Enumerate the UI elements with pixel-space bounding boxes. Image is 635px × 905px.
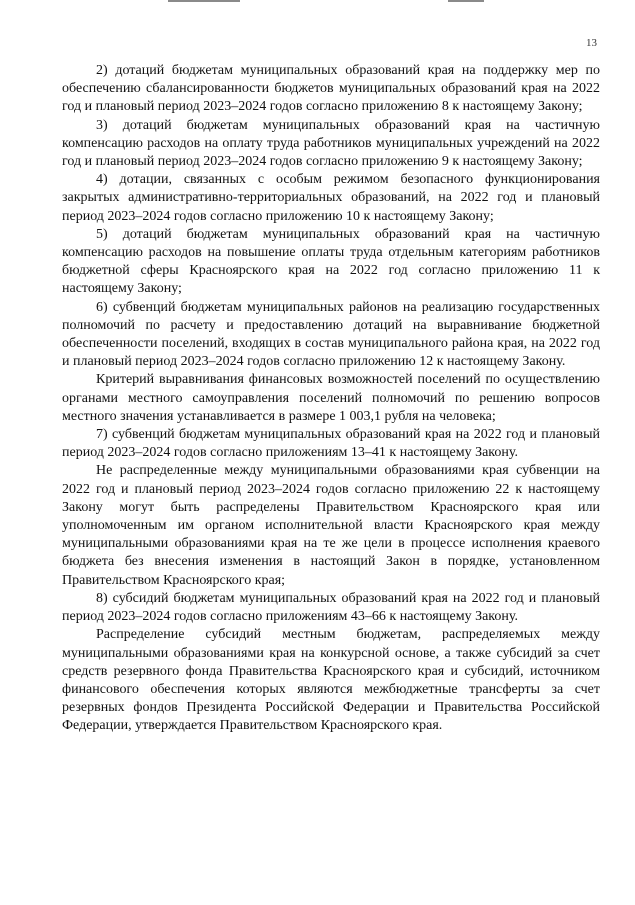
page-number: 13 xyxy=(586,37,597,49)
paragraph-item-6: 6) субвенций бюджетам муниципальных районов на реализацию государственных полномочий по расчету и предоставлению дотаций на выравнивание бюджетной обеспеченности поселений, входящих в состав муниципального района края, на 2022 год и плановый период 2023–2024 годов согласно приложению 12 к настоящему Закону. xyxy=(62,299,600,370)
paragraph-item-2: 2) дотаций бюджетам муниципальных образований края на поддержку мер по обеспечению сбалансированности бюджетов муниципальных образований края на 2022 год и плановый период 2023–2024 годов согласно приложению 8 к настоящему Закону; xyxy=(62,63,600,115)
paragraph-item-3: 3) дотаций бюджетам муниципальных образований края на частичную компенсацию расходов на оплату труда работников муниципальных учреждений на 2022 год и плановый период 2023–2024 годов согласно приложению 9 к настоящему Закону; xyxy=(62,117,600,170)
paragraph-item-8: 8) субсидий бюджетам муниципальных образований края на 2022 год и плановый период 2023–2024 годов согласно приложениям 43–66 к настоящему Закону. xyxy=(62,590,600,625)
document-body xyxy=(62,62,600,736)
scan-edge-mark xyxy=(168,0,240,2)
paragraph-criterion: Критерий выравнивания финансовых возможностей поселений по осуществлению органами местного самоуправления поселений полномочий по решению вопросов местного значения устанавливается в размере 1 003,1 рубля на человека; xyxy=(62,372,600,424)
paragraph-subsidy-distribution: Распределение субсидий местным бюджетам, распределяемых между муниципальными образованиями края на конкурсной основе, а также субсидий за счет средств резервного фонда Правительства Красноярского края и субсидий, источником финансового обеспечения которых являются межбюджетные трансферты за счет резервных фондов Президента Российской Федерации и Правительства Российской Федерации, утверждается Правительством Красноярского края. xyxy=(62,627,600,734)
paragraph-item-7: 7) субвенций бюджетам муниципальных образований края на 2022 год и плановый период 2023–2024 годов согласно приложениям 13–41 к настоящему Закону. xyxy=(62,427,600,461)
paragraph-item-5: 5) дотаций бюджетам муниципальных образований края на частичную компенсацию расходов на повышение оплаты труда отдельным категориям работников бюджетной сферы Красноярского края на 2022 год согласно приложению 11 к настоящему Закону; xyxy=(62,226,600,297)
scan-edge-mark xyxy=(448,0,484,2)
paragraph-undistributed-subventions: Не распределенные между муниципальными образованиями края субвенции на 2022 год и плановый период 2023–2024 годов согласно приложению 22 к настоящему Закону могут быть распределены Правительством Красноярского края или уполномоченным им органом исполнительной власти Красноярского края между муниципальными образованиями края на те же цели в процессе исполнения краевого бюджета без внесения изменения в настоящий Закон в порядке, установленном Правительством Красноярского края; xyxy=(62,463,600,588)
paragraph-item-4: 4) дотации, связанных с особым режимом безопасного функционирования закрытых административно-территориальных образований, на 2022 год и плановый период 2023–2024 годов согласно приложению 10 к настоящему Закону; xyxy=(62,172,600,224)
